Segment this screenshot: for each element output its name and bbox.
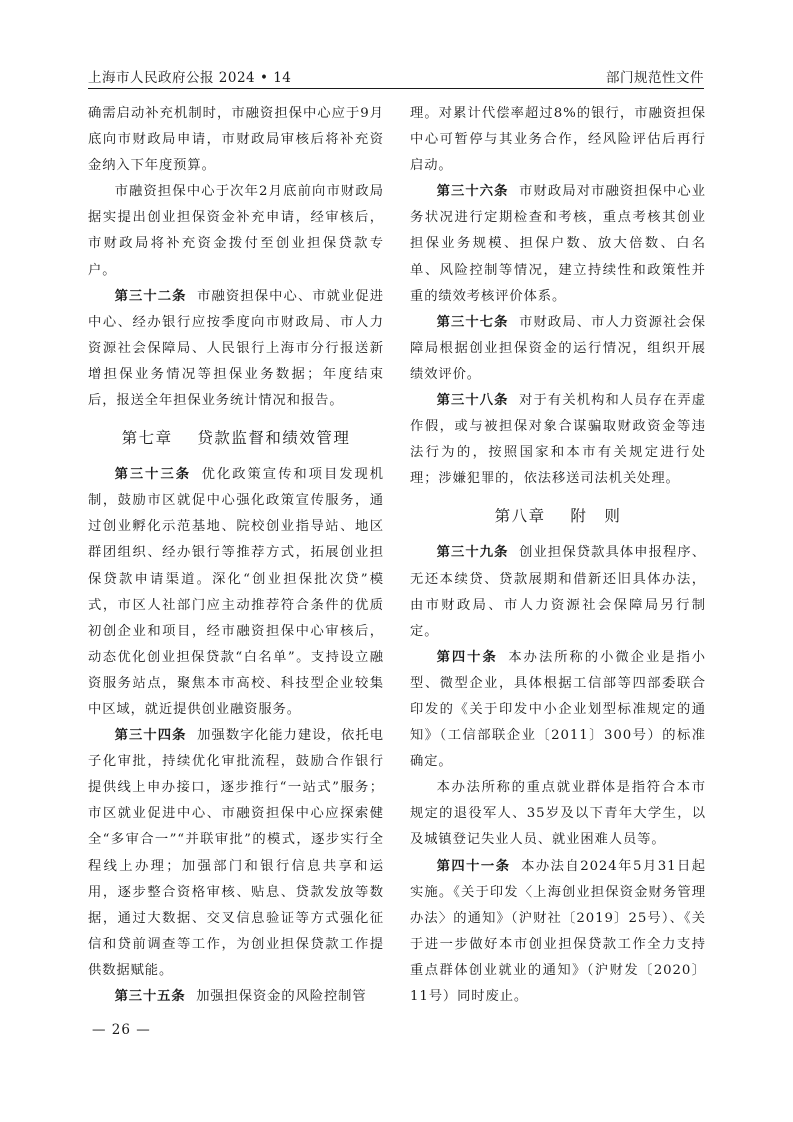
paragraph-text: 对于有关机构和人员存在弄虚作假，或与被担保对象合谋骗取财政资金等违法行为的，按照国家和本市有关规定进行处理；涉嫌犯罪的，依法移送司法机关处理。 — [410, 393, 706, 487]
chapter-title: 贷款监督和绩效管理 — [197, 429, 351, 448]
chapter-heading — [410, 502, 706, 530]
page-header — [88, 62, 704, 86]
article-number: 第三十六条 — [436, 184, 509, 200]
left-column — [88, 101, 384, 1010]
paragraph-text: 创业担保贷款具体申报程序、无还本续贷、贷款展期和借新还旧具体办法，由市财政局、市人力资源社会保障局另行制定。 — [410, 545, 706, 639]
chapter-number: 第八章 — [494, 507, 546, 526]
chapter-heading — [88, 424, 384, 452]
paragraph-text: 市融资担保中心、市就业促进中心、经办银行应按季度向市财政局、市人力资源社会保障局、人民银行上海市分行报送新增担保业务情况等担保业务数据；年度结束后，报送全年担保业务统计情况和报告。 — [88, 288, 384, 409]
article-paragraph — [410, 540, 706, 644]
chapter-title: 附 则 — [570, 507, 622, 526]
article-number: 第四十条 — [436, 649, 498, 665]
paragraph — [410, 775, 706, 853]
article-number: 第三十七条 — [436, 314, 509, 330]
article-number: 第三十八条 — [436, 393, 509, 409]
article-number: 第三十二条 — [114, 288, 187, 304]
article-paragraph — [88, 462, 384, 723]
article-paragraph — [410, 310, 706, 388]
paragraph-text: 市财政局、市人力资源社会保障局根据创业担保资金的运行情况，组织开展绩效评价。 — [410, 314, 706, 382]
section-label: 部门规范性文件 — [606, 70, 704, 86]
article-paragraph — [410, 388, 706, 492]
article-number: 第三十三条 — [114, 467, 192, 483]
gazette-title: 上海市人民政府公报 2024 • 14 — [88, 70, 292, 86]
paragraph-text: 加强数字化能力建设，依托电子化审批，持续优化审批流程，鼓励合作银行提供线上申办接口，逐步推行“一站式”服务；市区就业促进中心、市融资担保中心应探索健全“多审合一”“并联审批”的模式，逐步实行全程线上办理；加强部门和银行信息共享和运用，逐步整合资格审核、贴息、贷款发放等数据，通过大数据、交叉信息验证等方式强化征信和贷前调查等工作，为创业担保贷款工作提供数据赋能。 — [88, 728, 384, 978]
header-divider — [88, 88, 704, 89]
right-column — [410, 101, 706, 1010]
paragraph-text: 本办法自2024年5月31日起实施。《关于印发〈上海创业担保资金财务管理办法〉的通知》（沪财社〔2019〕25号）、《关于进一步做好本市创业担保贷款工作全力支持重点群体创业就业的通知》（沪财发〔2020〕11号）同时废止。 — [410, 858, 706, 1004]
article-paragraph — [410, 179, 706, 309]
paragraph-text: 本办法所称的重点就业群体是指符合本市规定的退役军人、35岁及以下青年大学生，以及城镇登记失业人员、就业困难人员等。 — [410, 780, 706, 848]
article-number: 第三十九条 — [436, 545, 509, 561]
paragraph-text: 理。对累计代偿率超过8%的银行，市融资担保中心可暂停与其业务合作，经风险评估后再行启动。 — [410, 106, 706, 174]
page-number: — 26 — — [92, 1022, 151, 1038]
article-number: 第四十一条 — [436, 858, 511, 874]
article-number: 第三十五条 — [114, 989, 186, 1004]
article-paragraph — [88, 284, 384, 414]
paragraph-text: 加强担保资金的风险控制管 — [196, 989, 367, 1004]
paragraph-text: 优化政策宣传和项目发现机制，鼓励市区就促中心强化政策宣传服务，通过创业孵化示范基地、院校创业指导站、地区群团组织、经办银行等推荐方式，拓展创业担保贷款申请渠道。深化“创业担保批次贷”模式，市区人社部门应主动推荐符合条件的优质初创企业和项目，经市融资担保中心审核后，动态优化创业担保贷款“白名单”。支持设立融资服务站点，聚焦本市高校、科技型企业较集中区域，就近提供创业融资服务。 — [88, 467, 384, 717]
paragraph-text: 市融资担保中心于次年2月底前向市财政局据实提出创业担保资金补充申请，经审核后，市财政局将补充资金拨付至创业担保贷款专户。 — [88, 184, 384, 278]
article-paragraph — [410, 854, 706, 1011]
article-paragraph — [88, 984, 384, 1010]
article-number: 第三十四条 — [114, 728, 187, 744]
paragraph — [88, 179, 384, 283]
paragraph-text: 市财政局对市融资担保中心业务状况进行定期检查和考核，重点考核其创业担保业务规模、担保户数、放大倍数、白名单、风险控制等情况，建立持续性和政策性并重的绩效考核评价体系。 — [410, 184, 706, 304]
paragraph-continued — [410, 101, 706, 179]
chapter-number: 第七章 — [121, 429, 173, 448]
paragraph-text: 确需启动补充机制时，市融资担保中心应于9月底向市财政局申请，市财政局审核后将补充资金纳入下年度预算。 — [88, 106, 384, 174]
article-paragraph — [88, 723, 384, 984]
article-paragraph — [410, 645, 706, 775]
paragraph-continued — [88, 101, 384, 179]
paragraph-text: 本办法所称的小微企业是指小型、微型企业，具体根据工信部等四部委联合印发的《关于印发中小企业划型标准规定的通知》（工信部联企业〔2011〕300号）的标准确定。 — [410, 649, 707, 770]
